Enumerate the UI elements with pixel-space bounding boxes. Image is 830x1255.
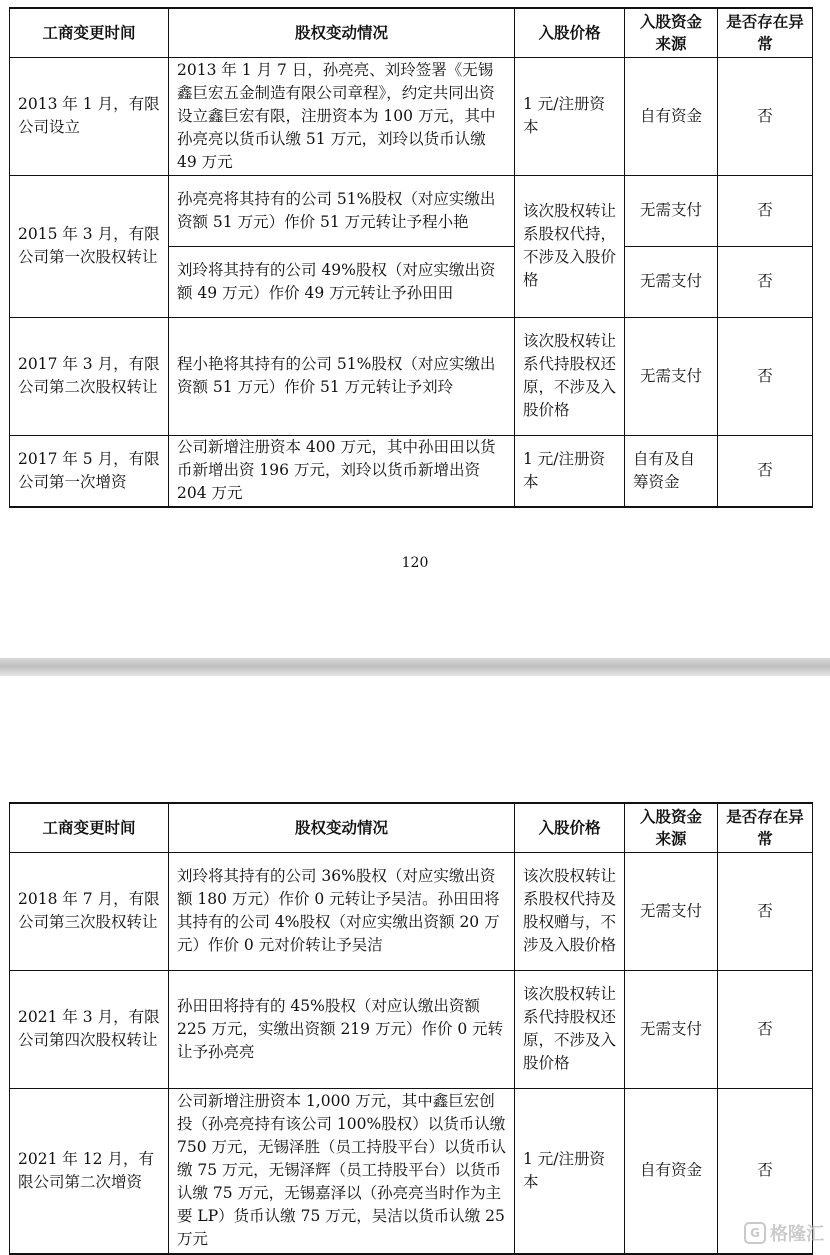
- cell-change: 刘玲将其持有的公司 36%股权（对应实缴出资额 180 万元）作价 0 元转让予吴洁。孙田田将其持有的公司 4%股权（对应实缴出资额 20 万元）作价 0 元对价转让予吴洁: [169, 852, 515, 970]
- cell-source: 无需支付: [625, 317, 718, 435]
- cell-source: 无需支付: [625, 246, 718, 317]
- watermark-text: 格隆汇: [770, 1224, 824, 1245]
- table-row: [10, 175, 813, 246]
- cell-source: 无需支付: [625, 970, 718, 1088]
- cell-time: 2017 年 5 月，有限公司第一次增资: [10, 435, 169, 507]
- cell-change: 孙田田将持有的 45%股权（对应认缴出资额 225 万元，实缴出资额 219 万元）作价 0 元转让予孙亮亮: [169, 970, 515, 1088]
- cell-abnormal: 否: [718, 970, 813, 1088]
- cell-abnormal: 否: [718, 175, 813, 246]
- header-change-time: 工商变更时间: [10, 803, 169, 852]
- table-header-row: [10, 8, 813, 57]
- cell-time: 2021 年 12 月，有限公司第二次增资: [10, 1088, 169, 1254]
- header-change-time: 工商变更时间: [10, 8, 169, 57]
- cell-source: 自有资金: [625, 57, 718, 175]
- cell-price: 该次股权转让系股权代持及股权赠与，不涉及入股价格: [515, 852, 625, 970]
- header-equity-change: 股权变动情况: [169, 803, 515, 852]
- header-abnormal: 是否存在异常: [718, 803, 813, 852]
- header-price: 入股价格: [515, 8, 625, 57]
- cell-change: 公司新增注册资本 1,000 万元，其中鑫巨宏创投（孙亮亮持有该公司 100%股权）以货币认缴 750 万元，无锡泽胜（员工持股平台）以货币认缴 75 万元，无锡泽辉（员工持股平台）以货币认缴 75 万元，无锡嘉泽以（孙亮亮当时作为主要 LP）货币认缴 75 万元，吴洁以货币认缴 25 万元: [169, 1088, 515, 1254]
- cell-price: 1 元/注册资本: [515, 435, 625, 507]
- cell-price: 1 元/注册资本: [515, 1088, 625, 1254]
- cell-source: 无需支付: [625, 852, 718, 970]
- table-row: [10, 970, 813, 1088]
- equity-change-table-part2: [9, 802, 813, 1255]
- cell-abnormal: 否: [718, 435, 813, 507]
- cell-price: 该次股权转让系股权代持，不涉及入股价格: [515, 175, 625, 317]
- cell-price: 1 元/注册资本: [515, 57, 625, 175]
- cell-time: 2018 年 7 月，有限公司第三次股权转让: [10, 852, 169, 970]
- equity-change-table-part1: [9, 7, 813, 508]
- cell-source: 自有及自筹资金: [625, 435, 718, 507]
- header-equity-change: 股权变动情况: [169, 8, 515, 57]
- table-row: [10, 852, 813, 970]
- table-row: [10, 57, 813, 175]
- cell-change: 公司新增注册资本 400 万元，其中孙田田以货币新增出资 196 万元，刘玲以货币新增出资 204 万元: [169, 435, 515, 507]
- cell-change: 2013 年 1 月 7 日，孙亮亮、刘玲签署《无锡鑫巨宏五金制造有限公司章程》，约定共同出资设立鑫巨宏有限，注册资本为 100 万元，其中孙亮亮以货币认缴 51 万元，刘玲以货币认缴 49 万元: [169, 57, 515, 175]
- table-row: [10, 317, 813, 435]
- document-page-lower: [0, 676, 830, 1252]
- table-header-row: [10, 803, 813, 852]
- page-number: 120: [401, 555, 429, 571]
- cell-price: 该次股权转让系代持股权还原，不涉及入股价格: [515, 970, 625, 1088]
- cell-source: 无需支付: [625, 175, 718, 246]
- watermark: [744, 1220, 824, 1246]
- cell-abnormal: 否: [718, 57, 813, 175]
- watermark-logo-icon: G: [744, 1222, 766, 1244]
- table-row: [10, 1088, 813, 1254]
- cell-abnormal: 否: [718, 317, 813, 435]
- cell-change: 刘玲将其持有的公司 49%股权（对应实缴出资额 49 万元）作价 49 万元转让予孙田田: [169, 246, 515, 317]
- cell-change: 程小艳将其持有的公司 51%股权（对应实缴出资额 51 万元）作价 51 万元转让予刘玲: [169, 317, 515, 435]
- cell-source: 自有资金: [625, 1088, 718, 1254]
- header-price: 入股价格: [515, 803, 625, 852]
- page-separator: [0, 658, 830, 676]
- cell-time: 2021 年 3 月，有限公司第四次股权转让: [10, 970, 169, 1088]
- header-abnormal: 是否存在异常: [718, 8, 813, 57]
- cell-time: 2017 年 3 月，有限公司第二次股权转让: [10, 317, 169, 435]
- cell-change: 孙亮亮将其持有的公司 51%股权（对应实缴出资额 51 万元）作价 51 万元转让予程小艳: [169, 175, 515, 246]
- cell-abnormal: 否: [718, 246, 813, 317]
- cell-time: 2013 年 1 月，有限公司设立: [10, 57, 169, 175]
- header-fund-source: 入股资金来源: [625, 8, 718, 57]
- header-fund-source: 入股资金来源: [625, 803, 718, 852]
- table-row: [10, 435, 813, 507]
- cell-abnormal: 否: [718, 1088, 813, 1254]
- cell-time: 2015 年 3 月，有限公司第一次股权转让: [10, 175, 169, 317]
- cell-abnormal: 否: [718, 852, 813, 970]
- cell-price: 该次股权转让系代持股权还原，不涉及入股价格: [515, 317, 625, 435]
